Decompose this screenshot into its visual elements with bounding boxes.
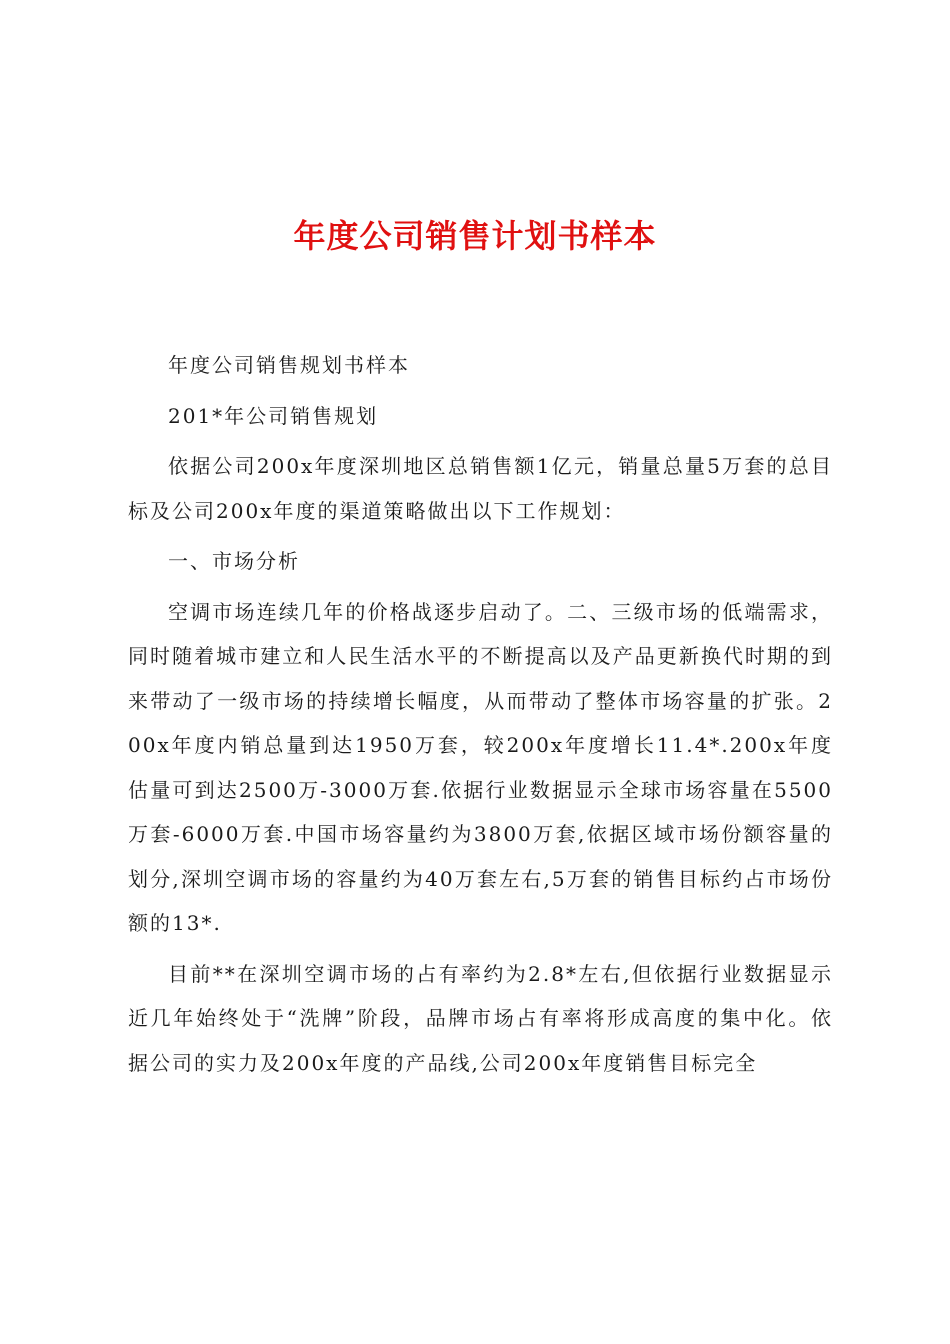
- paragraph-intro: 依据公司200x年度深圳地区总销售额1亿元，销量总量5万套的总目标及公司200x年度的渠道策略做出以下工作规划：: [128, 454, 833, 523]
- paragraph-market-analysis: 空调市场连续几年的价格战逐步启动了。二、三级市场的低端需求，同时随着城市建立和人民生活水平的不断提高以及产品更新换代时期的到来带动了一级市场的持续增长幅度，从而带动了整体市场容量的扩张。200x年度内销总量到达1950万套，较200x年度增长11.4*.200x年度估量可到达2500万-3000万套.依据行业数据显示全球市场容量在5500万套-6000万套.中国市场容量约为3800万套,依据区域市场份额容量的划分,深圳空调市场的容量约为40万套左右,5万套的销售目标约占市场份额的13*.: [128, 599, 833, 935]
- paragraph-market-share: 目前**在深圳空调市场的占有率约为2.8*左右,但依据行业数据显示近几年始终处于“洗牌”阶段，品牌市场占有率将形成高度的集中化。依据公司的实力及200x年度的产品线,公司200x年度销售目标完全: [128, 961, 833, 1075]
- paragraph-doc-name: 年度公司销售规划书样本: [168, 353, 410, 377]
- document-body: [128, 343, 833, 1085]
- paragraph-plan-heading: 201*年公司销售规划: [168, 403, 379, 428]
- document-title: 年度公司销售计划书样本: [293, 217, 657, 255]
- section-heading-market-analysis: 一、市场分析: [168, 549, 300, 573]
